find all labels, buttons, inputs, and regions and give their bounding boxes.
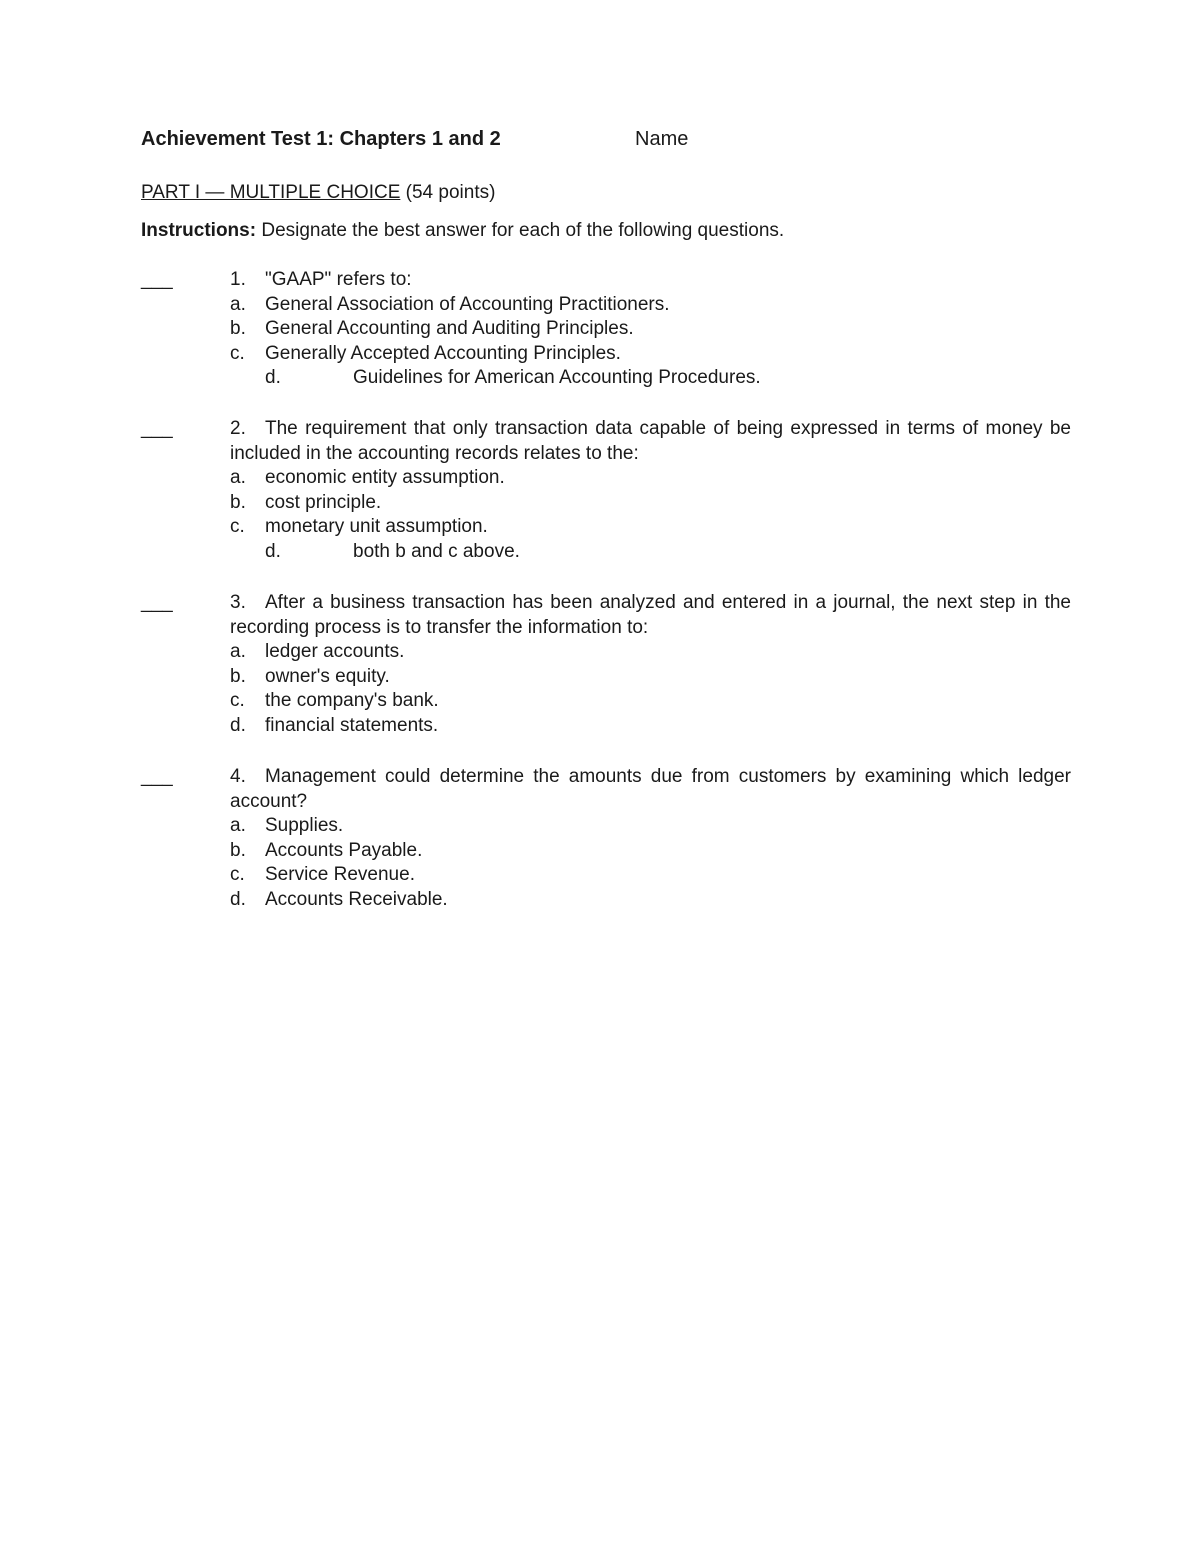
instructions-text: Designate the best answer for each of the following questions. — [261, 220, 785, 241]
choice-b — [230, 839, 1071, 864]
choice-letter: b. — [230, 839, 246, 861]
choice-c — [230, 863, 1071, 888]
choice-letter: a. — [230, 641, 246, 663]
question-body — [230, 591, 1071, 739]
choice-letter: c. — [230, 342, 245, 364]
page-title: Achievement Test 1: Chapters 1 and 2 — [141, 128, 501, 150]
choice-text: cost principle. — [265, 491, 382, 513]
part-heading: PART I — MULTIPLE CHOICE — [141, 182, 401, 203]
part-points: (54 points) — [405, 182, 496, 203]
answer-blank: ___ — [141, 418, 173, 439]
choice-letter: c. — [230, 864, 245, 886]
choice-a — [230, 814, 1071, 839]
question-text: Management could determine the amounts due from customers by examining which ledger account? — [230, 766, 1071, 812]
answer-blank: ___ — [141, 269, 173, 290]
choice-text: General Accounting and Auditing Principles. — [265, 318, 634, 340]
question-number: 3. — [230, 592, 246, 613]
choice-letter: b. — [230, 665, 246, 687]
choice-letter: a. — [230, 467, 246, 489]
choice-letter: a. — [230, 293, 246, 315]
choice-text: ledger accounts. — [265, 641, 405, 663]
question-body — [230, 268, 1071, 391]
question-text: After a business transaction has been analyzed and entered in a journal, the next step in the recording process is to transfer the information to: — [230, 592, 1071, 638]
question-number: 4. — [230, 766, 246, 787]
choice-text: economic entity assumption. — [265, 467, 505, 489]
question-stem — [230, 417, 1071, 466]
choice-c — [230, 515, 1071, 540]
choice-letter: d. — [230, 888, 246, 910]
choice-letter: d. — [230, 714, 246, 736]
choice-a — [230, 466, 1071, 491]
question-stem — [230, 268, 1071, 293]
choice-c — [230, 689, 1071, 714]
choice-text: General Association of Accounting Practitioners. — [265, 293, 670, 315]
choice-letter: a. — [230, 815, 246, 837]
question-number: 1. — [230, 269, 246, 290]
choice-letter: c. — [230, 690, 245, 712]
choice-text: both b and c above. — [353, 540, 520, 562]
question-stem — [230, 765, 1071, 814]
question-text: "GAAP" refers to: — [265, 269, 412, 290]
question-stem — [230, 591, 1071, 640]
choice-text: Generally Accepted Accounting Principles. — [265, 342, 621, 364]
header — [141, 128, 1071, 158]
choice-a — [230, 293, 1071, 318]
question-body — [230, 417, 1071, 565]
choice-d — [230, 366, 1071, 391]
choice-c — [230, 342, 1071, 367]
choice-d — [230, 540, 1071, 565]
question-number: 2. — [230, 418, 246, 439]
choice-text: owner's equity. — [265, 665, 390, 687]
question-text: The requirement that only transaction data capable of being expressed in terms of money be included in the accounting records relates to the: — [230, 418, 1071, 464]
choice-text: financial statements. — [265, 714, 439, 736]
choice-text: Supplies. — [265, 815, 344, 837]
name-label: Name — [635, 128, 689, 150]
choice-letter: b. — [230, 318, 246, 340]
choice-a — [230, 640, 1071, 665]
choice-text: monetary unit assumption. — [265, 516, 488, 538]
choice-b — [230, 317, 1071, 342]
choice-letter: d. — [265, 367, 281, 389]
instructions-label: Instructions: — [141, 220, 257, 241]
question-body — [230, 765, 1071, 913]
choice-b — [230, 491, 1071, 516]
choice-d — [230, 714, 1071, 739]
choice-b — [230, 665, 1071, 690]
choice-text: Service Revenue. — [265, 864, 415, 886]
choice-letter: b. — [230, 491, 246, 513]
choice-letter: c. — [230, 516, 245, 538]
choice-text: Guidelines for American Accounting Procedures. — [353, 367, 761, 389]
choice-text: Accounts Payable. — [265, 839, 423, 861]
instructions — [141, 220, 784, 242]
choice-text: Accounts Receivable. — [265, 888, 448, 910]
part-heading-line — [141, 182, 495, 204]
answer-blank: ___ — [141, 766, 173, 787]
choice-letter: d. — [265, 540, 281, 562]
choice-d — [230, 888, 1071, 913]
choice-text: the company's bank. — [265, 690, 439, 712]
answer-blank: ___ — [141, 592, 173, 613]
